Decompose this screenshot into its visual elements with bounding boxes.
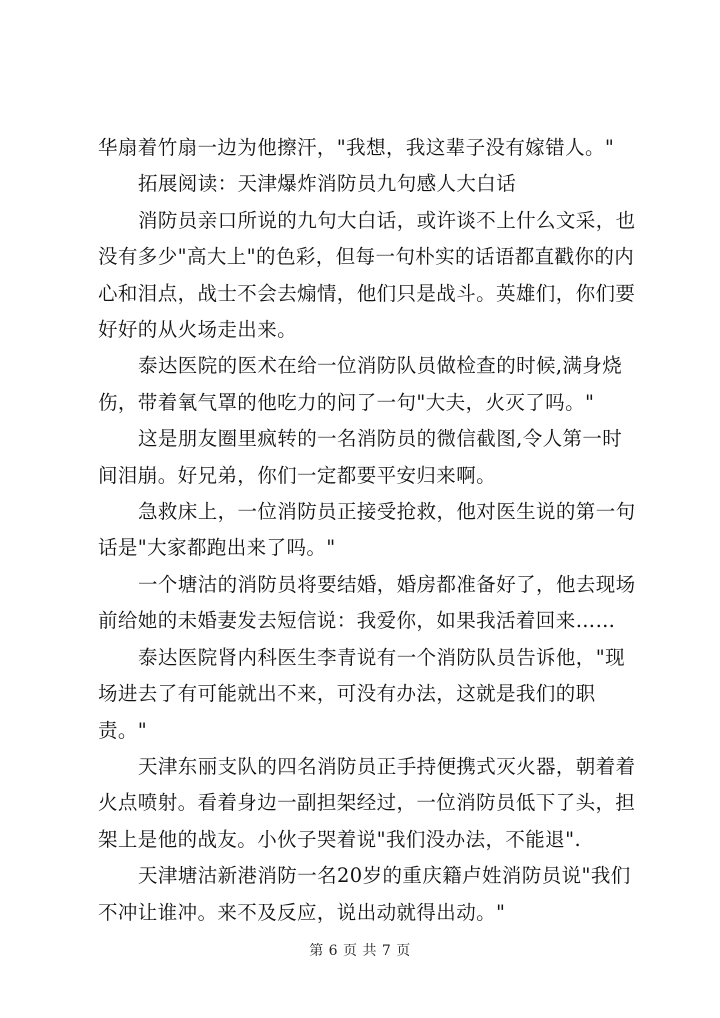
paragraph-doctor-li-qing: 泰达医院肾内科医生李青说有一个消防队员告诉他，"现场进去了有可能就出不来，可没有办法，这就是我们的职责。" (98, 645, 625, 742)
paragraph-wechat-screenshot: 这是朋友圈里疯转的一名消防员的微信截图,令人第一时间泪崩。好兄弟，你们一定都要平安归来啊。 (98, 427, 623, 487)
paragraph-dongli-squad: 天津东丽支队的四名消防员正手持便携式灭火器，朝着着火点喷射。看着身边一副担架经过，一位消防员低下了头，担架上是他的战友。小伙子哭着说"我们没办法，不能退". (98, 754, 636, 851)
paragraph-tanggu-wedding: 一个塘沽的消防员将要结婚，婚房都准备好了，他去现场前给她的未婚妻发去短信说：我爱你，如果我活着回来…… (98, 572, 636, 633)
paragraph-heading-extended-reading: 拓展阅读：天津爆炸消防员九句感人大白话 (138, 172, 517, 196)
paragraph-intro: 消防员亲口所说的九句大白话，或许谈不上什么文采，也没有多少"高大上"的色彩，但每一句朴实的话语都直戳你的内心和泪点，战士不会去煽情，他们只是战斗。英雄们，你们要好好的从火场走出来。 (98, 208, 636, 342)
paragraph-teda-hospital-exam: 泰达医院的医术在给一位消防队员做检查的时候,满身烧伤，带着氧气罩的他吃力的问了一句"大夫，火灭了吗。" (98, 354, 623, 414)
paragraph-xingang-firefighter: 天津塘沽新港消防一名20岁的重庆籍卢姓消防员说"我们不冲让谁冲。来不及反应，说出动就得出动。" (98, 864, 631, 924)
paragraph-emergency-bed: 急救床上，一位消防员正接受抢救，他对医生说的第一句话是"大家都跑出来了吗。" (98, 500, 636, 560)
paragraph-continuation: 华扇着竹扇一边为他擦汗，"我想，我这辈子没有嫁错人。" (98, 136, 615, 159)
document-body (98, 130, 638, 931)
page-number-footer: 第 6 页 共 7 页 (309, 943, 411, 959)
